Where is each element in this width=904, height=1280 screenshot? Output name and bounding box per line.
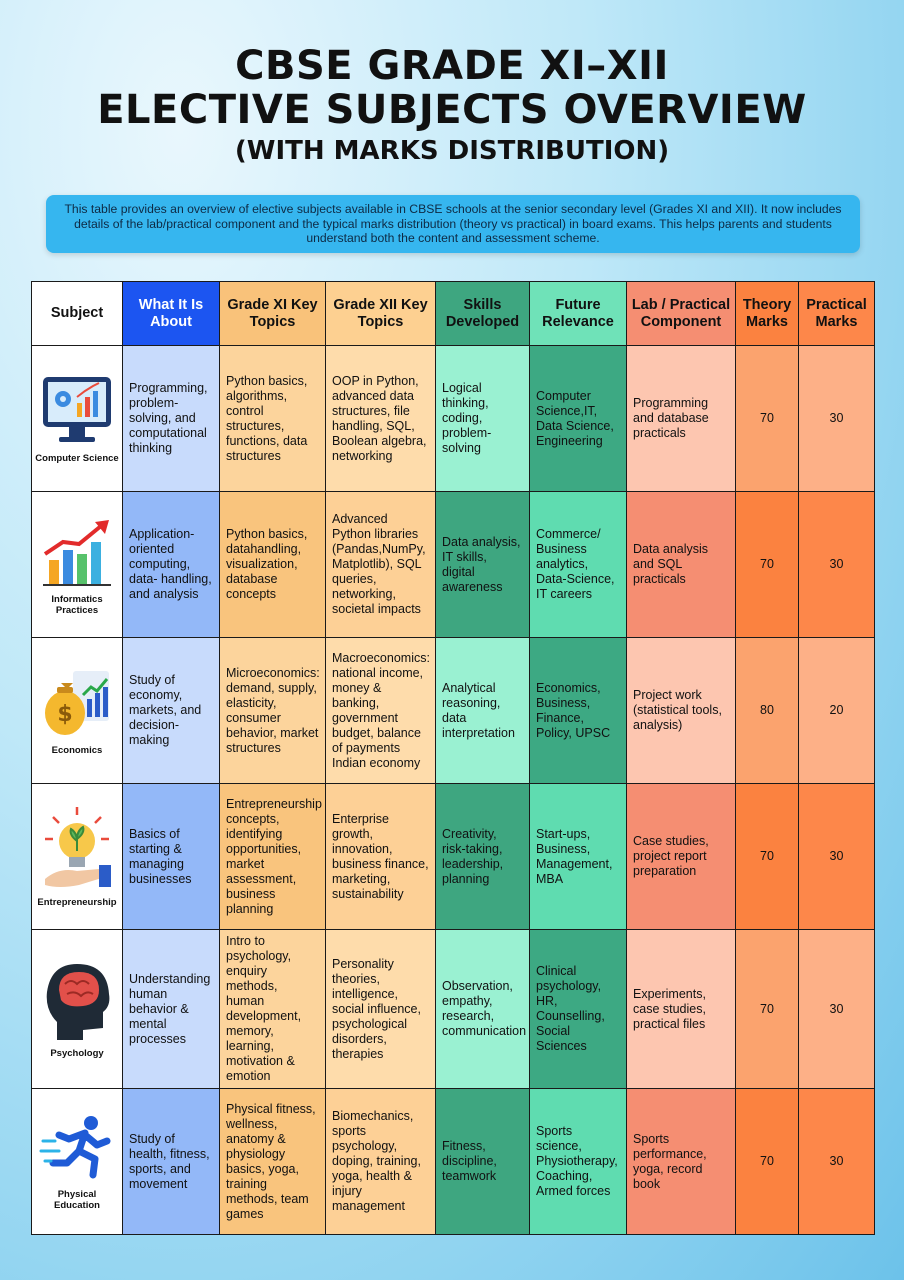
about-cell: Study of economy, markets, and decision-making [123, 638, 220, 784]
theory-marks-cell: 80 [736, 638, 799, 784]
lab-cell: Sports performance, yoga, record book [627, 1089, 736, 1235]
subject-cell [32, 930, 123, 1089]
head-brain-icon [39, 960, 115, 1044]
grade-xi-cell: Entrepreneurship concepts, identifying opportunities, market assessment, business planning [220, 784, 326, 930]
lightbulb-hand-icon [39, 805, 115, 893]
practical-marks-cell: 30 [799, 346, 875, 492]
future-cell: Commerce/ Business analytics, Data-Science, IT careers [530, 492, 627, 638]
future-cell: Sports science, Physiotherapy, Coaching, Armed forces [530, 1089, 627, 1235]
grade-xi-cell: Python basics, datahandling, visualization, database concepts [220, 492, 326, 638]
skills-cell: Logical thinking, coding, problem-solving [436, 346, 530, 492]
theory-marks-cell: 70 [736, 346, 799, 492]
practical-marks-cell: 30 [799, 1089, 875, 1235]
grade-xii-cell: OOP in Python, advanced data structures, file handling, SQL, Boolean algebra, networking [326, 346, 436, 492]
lab-cell: Data analysis and SQL practicals [627, 492, 736, 638]
about-cell: Basics of starting & managing businesses [123, 784, 220, 930]
subject-cell [32, 492, 123, 638]
about-cell: Study of health, fitness, sports, and movement [123, 1089, 220, 1235]
about-cell: Understanding human behavior & mental processes [123, 930, 220, 1089]
subject-cell [32, 1089, 123, 1235]
header-practical-marks: Practical Marks [799, 282, 875, 346]
subject-name: Physical Education [54, 1188, 100, 1211]
lab-cell: Programming and database practicals [627, 346, 736, 492]
header-future: Future Relevance [530, 282, 627, 346]
header-subject: Subject [32, 282, 123, 346]
svg-text:$: $ [57, 702, 73, 727]
subject-cell [32, 638, 123, 784]
about-cell: Application-oriented computing, data- handling, and analysis [123, 492, 220, 638]
subject-cell [32, 784, 123, 930]
subjects-table [31, 281, 875, 1235]
skills-cell: Analytical reasoning, data interpretation [436, 638, 530, 784]
table-row [32, 492, 875, 638]
grade-xii-cell: Advanced Python libraries (Pandas,NumPy, Matplotlib), SQL queries, networking, societal impacts [326, 492, 436, 638]
intro-box: This table provides an overview of elective subjects available in CBSE schools at the senior secondary level (Grades XI and XII). It now includes details of the lab/practical component and the typical marks distribution (theory vs practical) in board exams. This helps parents and students understand both the content and assessment scheme. [46, 195, 860, 253]
header-about: What It Is About [123, 282, 220, 346]
grade-xi-cell: Microeconomics: demand, supply, elasticity, consumer behavior, market structures [220, 638, 326, 784]
table-row [32, 1089, 875, 1235]
grade-xii-cell: Enterprise growth, innovation, business finance, marketing, sustainability [326, 784, 436, 930]
subject-name: Economics [51, 745, 103, 756]
subject-name: Entrepreneurship [37, 897, 117, 908]
future-cell: Clinical psychology, HR, Counselling, Social Sciences [530, 930, 627, 1089]
skills-cell: Fitness, discipline, teamwork [436, 1089, 530, 1235]
theory-marks-cell: 70 [736, 930, 799, 1089]
table-header-row [32, 282, 875, 346]
skills-cell: Data analysis, IT skills, digital awareness [436, 492, 530, 638]
grade-xi-cell: Intro to psychology, enquiry methods, human development, memory, learning, motivation & emotion [220, 930, 326, 1089]
theory-marks-cell: 70 [736, 1089, 799, 1235]
theory-marks-cell: 70 [736, 492, 799, 638]
header-lab: Lab / Practical Component [627, 282, 736, 346]
about-cell: Programming, problem-solving, and computational thinking [123, 346, 220, 492]
subject-name: Psychology [50, 1047, 104, 1059]
subject-name: Informatics Practices [51, 593, 103, 616]
subject-name: Computer Science [35, 453, 119, 464]
table-row [32, 346, 875, 492]
header-grade-xii: Grade XII Key Topics [326, 282, 436, 346]
theory-marks-cell: 70 [736, 784, 799, 930]
title-subtitle: (WITH MARKS DISTRIBUTION) [234, 136, 670, 166]
page-title [0, 44, 904, 168]
running-person-icon [39, 1113, 115, 1185]
future-cell: Start-ups, Business, Management, MBA [530, 784, 627, 930]
skills-cell: Observation, empathy, research, communication [436, 930, 530, 1089]
practical-marks-cell: 30 [799, 492, 875, 638]
table-row [32, 930, 875, 1089]
grade-xi-cell: Python basics, algorithms, control structures, functions, data structures [220, 346, 326, 492]
computer-monitor-icon [39, 373, 115, 449]
lab-cell: Project work (statistical tools, analysis) [627, 638, 736, 784]
grade-xii-cell: Biomechanics, sports psychology, doping, training, yoga, health & injury management [326, 1089, 436, 1235]
grade-xii-cell: Personality theories, intelligence, social influence, psychological disorders, therapies [326, 930, 436, 1089]
practical-marks-cell: 20 [799, 638, 875, 784]
header-skills: Skills Developed [436, 282, 530, 346]
future-cell: Economics, Business, Finance, Policy, UPSC [530, 638, 627, 784]
bar-chart-icon [39, 514, 115, 590]
practical-marks-cell: 30 [799, 930, 875, 1089]
title-line-1: CBSE GRADE XI–XII [235, 43, 669, 89]
grade-xii-cell: Macroeconomics: national income, money & banking, government budget, balance of payments Indian economy [326, 638, 436, 784]
money-bag-chart-icon [39, 665, 115, 741]
table-row [32, 784, 875, 930]
practical-marks-cell: 30 [799, 784, 875, 930]
lab-cell: Experiments, case studies, practical files [627, 930, 736, 1089]
header-grade-xi: Grade XI Key Topics [220, 282, 326, 346]
subject-cell [32, 346, 123, 492]
table-row [32, 638, 875, 784]
title-line-2: ELECTIVE SUBJECTS OVERVIEW [97, 87, 807, 133]
skills-cell: Creativity, risk-taking, leadership, planning [436, 784, 530, 930]
grade-xi-cell: Physical fitness, wellness, anatomy & physiology basics, yoga, training methods, team games [220, 1089, 326, 1235]
header-theory-marks: Theory Marks [736, 282, 799, 346]
lab-cell: Case studies, project report preparation [627, 784, 736, 930]
future-cell: Computer Science,IT, Data Science, Engineering [530, 346, 627, 492]
